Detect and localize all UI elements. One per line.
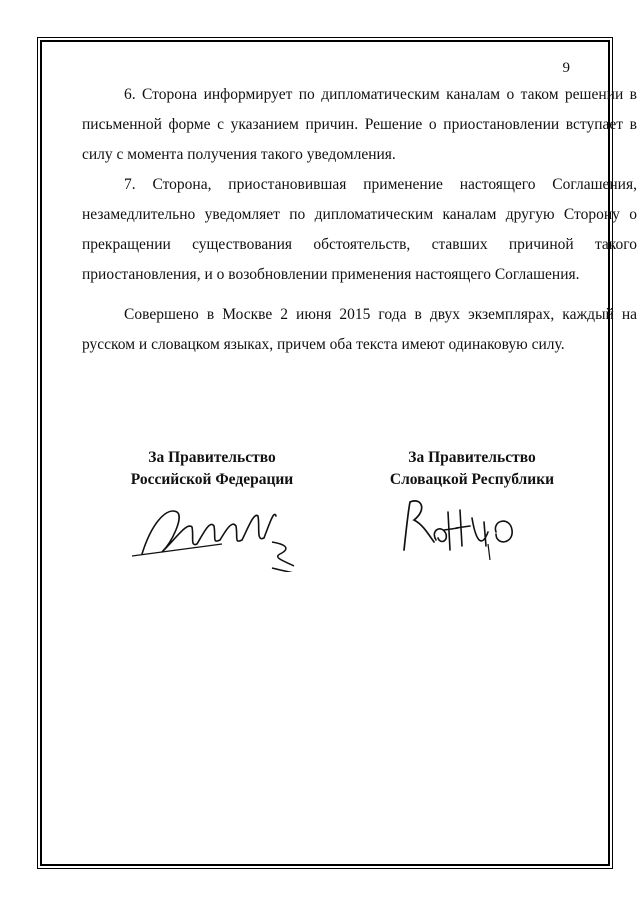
signatory-slovakia-line1: За Правительство <box>408 449 536 466</box>
signatory-russia-line1: За Правительство <box>148 449 276 466</box>
paragraph-6: 6. Сторона информирует по дипломатическим каналам о таком решении в письменной форме с указанием причин. Решение о приостановлении вступает в силу с момента получения такого уведомления. <box>82 86 637 163</box>
signature-russia-handwritten <box>122 482 382 572</box>
signatory-slovakia-line2: Словацкой Республики <box>389 471 555 488</box>
signature-slovakia-handwritten <box>392 482 552 562</box>
page-border-frame <box>40 40 637 866</box>
page-number: 9 <box>562 60 570 76</box>
paragraph-7: 7. Сторона, приостановившая применение настоящего Соглашения, незамедлительно уведомляет по дипломатическим каналам другую Сторону о прекращении существования обстоятельств, ставших причиной такого приостановления, и о возобновлении применения настоящего Соглашения. <box>82 176 637 283</box>
closing-paragraph: Совершено в Москве 2 июня 2015 года в двух экземплярах, каждый на русском и словацком языках, причем оба текста имеют одинаковую силу. <box>82 306 637 353</box>
signatory-russia-line2: Российской Федерации <box>130 471 294 488</box>
agreement-text <box>82 80 637 360</box>
